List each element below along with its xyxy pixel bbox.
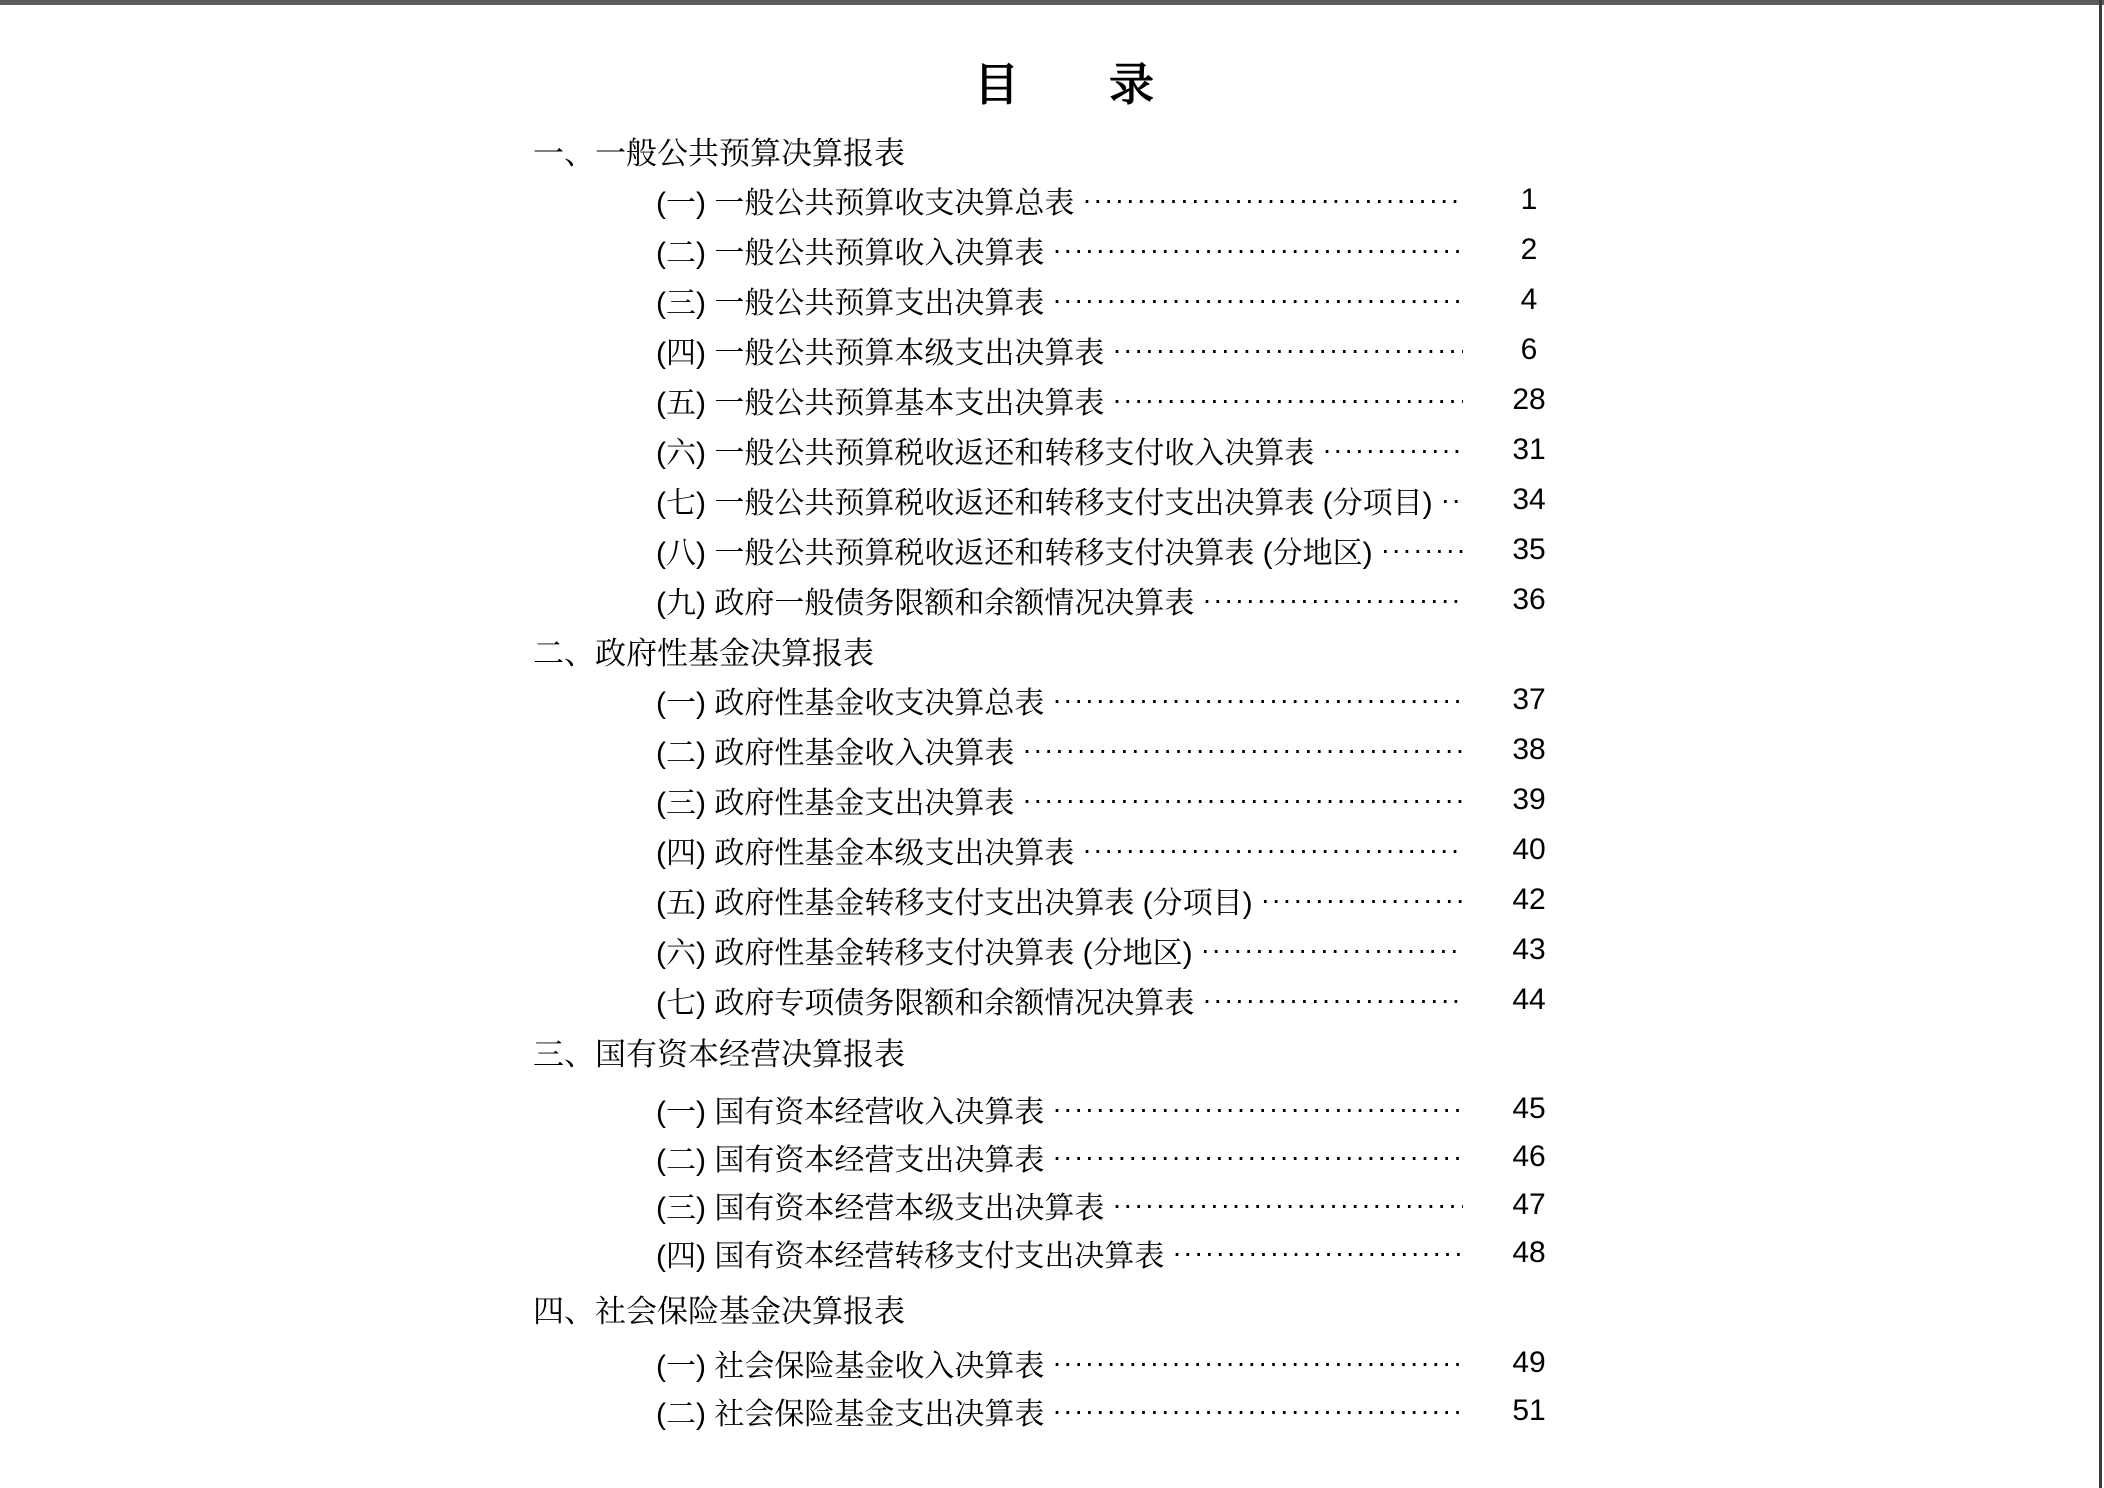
dot-leader <box>1202 984 1463 1016</box>
toc-entry[interactable] <box>533 525 1595 575</box>
toc-entry[interactable] <box>533 825 1595 875</box>
toc-entry-label: (七) 一般公共预算税收返还和转移支付支出决算表 (分项目) <box>656 487 1433 520</box>
toc-entry-page: 46 <box>1512 1140 1546 1173</box>
toc-entry-page: 2 <box>1520 233 1538 266</box>
toc-entry[interactable] <box>533 1339 1595 1387</box>
toc-entry-label: (九) 政府一般债务限额和余额情况决算表 <box>656 587 1195 620</box>
toc-section-social-insurance <box>533 1283 1595 1435</box>
dot-leader <box>1112 1189 1463 1221</box>
toc-entry[interactable] <box>533 725 1595 775</box>
toc-entry-label: (四) 一般公共预算本级支出决算表 <box>656 337 1105 370</box>
toc-entry[interactable] <box>533 875 1595 925</box>
toc-entry-label: (二) 一般公共预算收入决算表 <box>656 237 1045 270</box>
toc-entry[interactable] <box>533 375 1595 425</box>
toc-entry-page: 34 <box>1512 483 1546 516</box>
toc-entry-page: 45 <box>1512 1092 1546 1125</box>
toc-section-state-capital <box>533 1026 1595 1277</box>
toc-entry[interactable] <box>533 1181 1595 1229</box>
toc-entry-page: 42 <box>1512 883 1546 916</box>
dot-leader <box>1322 434 1463 466</box>
toc-entry[interactable] <box>533 475 1595 525</box>
toc-entry[interactable] <box>533 175 1595 225</box>
toc-entry[interactable] <box>533 675 1595 725</box>
toc-entry[interactable] <box>533 1387 1595 1435</box>
toc-entry-page: 47 <box>1512 1188 1546 1221</box>
dot-leader <box>1022 734 1463 766</box>
dot-leader <box>1381 534 1463 566</box>
dot-leader <box>1112 384 1463 416</box>
toc-entry-page: 48 <box>1512 1236 1546 1269</box>
toc-entry-label: (一) 国有资本经营收入决算表 <box>656 1096 1045 1129</box>
dot-leader <box>1261 884 1463 916</box>
toc-entry-page: 51 <box>1512 1394 1546 1427</box>
toc-entry-page: 6 <box>1520 333 1538 366</box>
toc-entry[interactable] <box>533 1229 1595 1277</box>
dot-leader <box>1082 834 1463 866</box>
toc-entry-label: (七) 政府专项债务限额和余额情况决算表 <box>656 987 1195 1020</box>
dot-leader <box>1441 484 1463 516</box>
toc-entry-page: 36 <box>1512 583 1546 616</box>
toc-entry-page: 49 <box>1512 1346 1546 1379</box>
toc-entry-label: (二) 社会保险基金支出决算表 <box>656 1398 1045 1431</box>
toc-entry-page: 35 <box>1512 533 1546 566</box>
toc-entry-page: 4 <box>1520 283 1538 316</box>
window-right-edge <box>2099 0 2102 1488</box>
toc-entry-page: 39 <box>1512 783 1546 816</box>
dot-leader <box>1022 784 1463 816</box>
dot-leader <box>1052 284 1463 316</box>
toc-section-government-funds <box>533 625 1595 1025</box>
dot-leader <box>1082 184 1463 216</box>
section-heading: 二、政府性基金决算报表 <box>533 635 874 671</box>
toc-entry-page: 28 <box>1512 383 1546 416</box>
toc-section-general-public-budget <box>533 125 1595 625</box>
dot-leader <box>1052 1347 1463 1379</box>
section-heading: 一、一般公共预算决算报表 <box>533 135 905 171</box>
toc-entry-label: (一) 一般公共预算收支决算总表 <box>656 187 1075 220</box>
toc-entry-label: (二) 政府性基金收入决算表 <box>656 737 1015 770</box>
dot-leader <box>1172 1237 1463 1269</box>
toc-entry[interactable] <box>533 225 1595 275</box>
section-heading: 三、国有资本经营决算报表 <box>533 1036 905 1072</box>
toc-entry-label: (三) 国有资本经营本级支出决算表 <box>656 1192 1105 1225</box>
toc-entry-page: 37 <box>1512 683 1546 716</box>
toc-entry-label: (一) 政府性基金收支决算总表 <box>656 687 1045 720</box>
toc-entry[interactable] <box>533 775 1595 825</box>
toc-entry-label: (五) 政府性基金转移支付支出决算表 (分项目) <box>656 887 1253 920</box>
table-of-contents <box>533 125 1595 1435</box>
window-top-edge <box>0 0 2104 5</box>
toc-entry-label: (四) 国有资本经营转移支付支出决算表 <box>656 1240 1165 1273</box>
toc-entry-label: (三) 政府性基金支出决算表 <box>656 787 1015 820</box>
section-heading: 四、社会保险基金决算报表 <box>533 1293 905 1329</box>
toc-entry-label: (四) 政府性基金本级支出决算表 <box>656 837 1075 870</box>
toc-entry-page: 31 <box>1512 433 1546 466</box>
toc-entry-label: (六) 政府性基金转移支付决算表 (分地区) <box>656 937 1193 970</box>
toc-entry[interactable] <box>533 1133 1595 1181</box>
toc-entry-page: 44 <box>1512 983 1546 1016</box>
dot-leader <box>1052 1395 1463 1427</box>
dot-leader <box>1052 1141 1463 1173</box>
dot-leader <box>1202 584 1463 616</box>
toc-entry-label: (二) 国有资本经营支出决算表 <box>656 1144 1045 1177</box>
toc-entry[interactable] <box>533 325 1595 375</box>
toc-entry-page: 43 <box>1512 933 1546 966</box>
dot-leader <box>1112 334 1463 366</box>
toc-entry-page: 38 <box>1512 733 1546 766</box>
toc-entry-label: (一) 社会保险基金收入决算表 <box>656 1350 1045 1383</box>
dot-leader <box>1201 934 1463 966</box>
dot-leader <box>1052 684 1463 716</box>
page-title: 目 录 <box>973 59 1154 110</box>
toc-entry-label: (六) 一般公共预算税收返还和转移支付收入决算表 <box>656 437 1315 470</box>
toc-entry-label: (三) 一般公共预算支出决算表 <box>656 287 1045 320</box>
toc-entry[interactable] <box>533 275 1595 325</box>
toc-entry[interactable] <box>533 1085 1595 1133</box>
toc-entry[interactable] <box>533 975 1595 1025</box>
toc-entry[interactable] <box>533 425 1595 475</box>
toc-entry-page: 40 <box>1512 833 1546 866</box>
toc-entry-page: 1 <box>1520 183 1538 216</box>
dot-leader <box>1052 1093 1463 1125</box>
toc-entry[interactable] <box>533 575 1595 625</box>
dot-leader <box>1052 234 1463 266</box>
toc-entry-label: (八) 一般公共预算税收返还和转移支付决算表 (分地区) <box>656 537 1373 570</box>
toc-entry[interactable] <box>533 925 1595 975</box>
toc-entry-label: (五) 一般公共预算基本支出决算表 <box>656 387 1105 420</box>
